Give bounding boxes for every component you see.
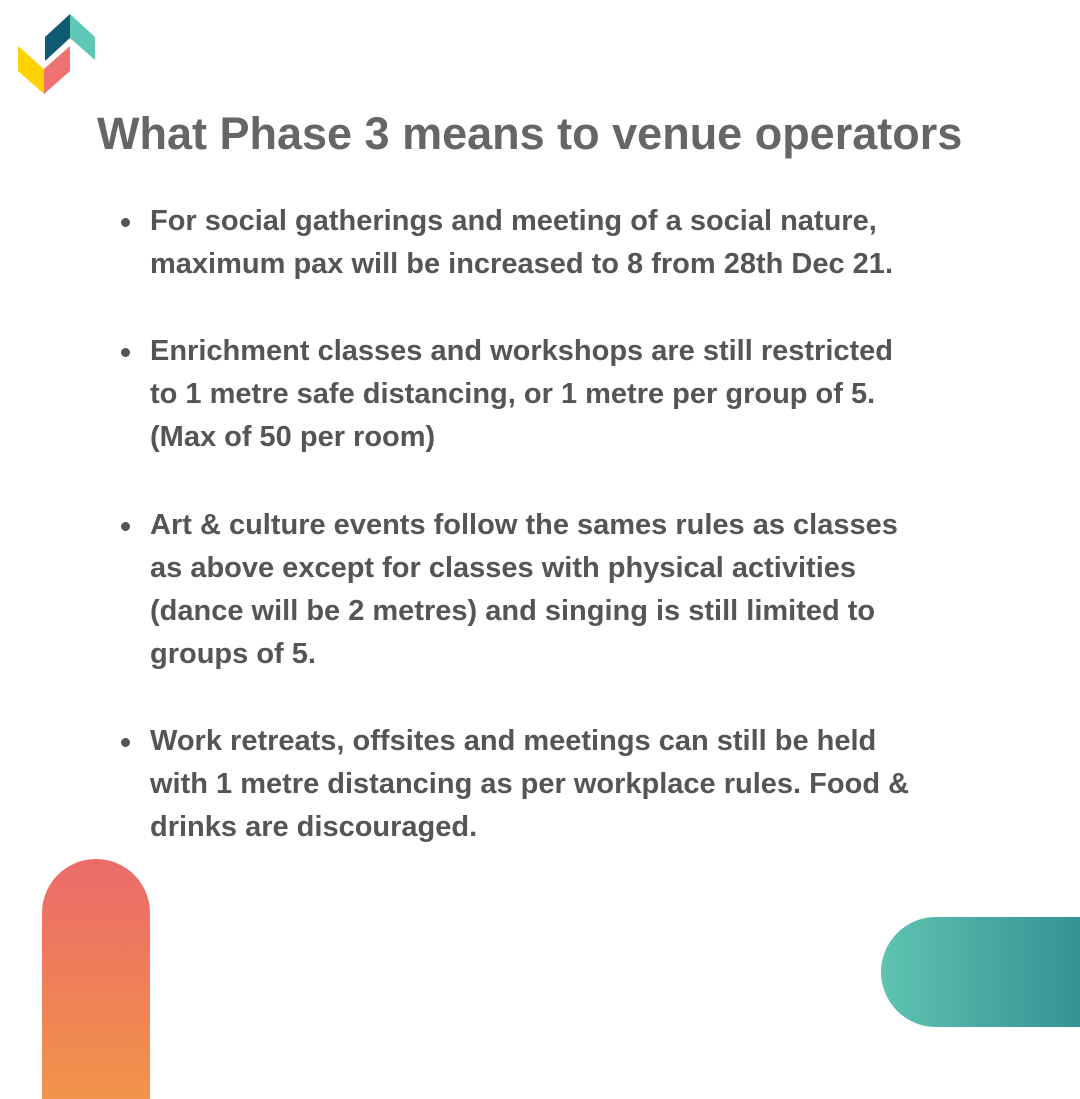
bullet-text-line: groups of 5. xyxy=(150,638,316,670)
bullet-text-line: (Max of 50 per room) xyxy=(150,421,436,453)
bullet-dot-icon xyxy=(121,218,130,227)
page-title: What Phase 3 means to venue operators xyxy=(97,108,963,159)
bullet-text-line: (dance will be 2 metres) and singing is still limited to xyxy=(150,595,876,627)
bullet-dot-icon xyxy=(121,522,130,531)
bullet-text-line: drinks are discouraged. xyxy=(150,811,478,843)
bullet-text-line: Art & culture events follow the sames rules as classes xyxy=(150,509,898,541)
bullet-dot-icon xyxy=(121,738,130,747)
logo-yellow-shape xyxy=(18,46,44,94)
bullet-text-line: Work retreats, offsites and meetings can still be held xyxy=(150,725,877,757)
bullet-dot-icon xyxy=(121,348,130,357)
brand-logo-icon xyxy=(0,0,110,110)
bullet-text-line: Enrichment classes and workshops are still restricted xyxy=(150,335,894,367)
decorative-orange-pill-shape xyxy=(42,859,150,1099)
bullet-text-line: as above except for classes with physical activities xyxy=(150,552,857,584)
bullet-text-line: maximum pax will be increased to 8 from 28th Dec 21. xyxy=(150,248,893,280)
decorative-teal-pill-shape xyxy=(881,917,1080,1027)
bullet-text-line: with 1 metre distancing as per workplace rules. Food & xyxy=(150,768,910,800)
logo-light-teal-shape xyxy=(70,14,95,60)
bullet-text-line: For social gatherings and meeting of a social nature, xyxy=(150,205,877,237)
bullet-text-line: to 1 metre safe distancing, or 1 metre per group of 5. xyxy=(150,378,876,410)
